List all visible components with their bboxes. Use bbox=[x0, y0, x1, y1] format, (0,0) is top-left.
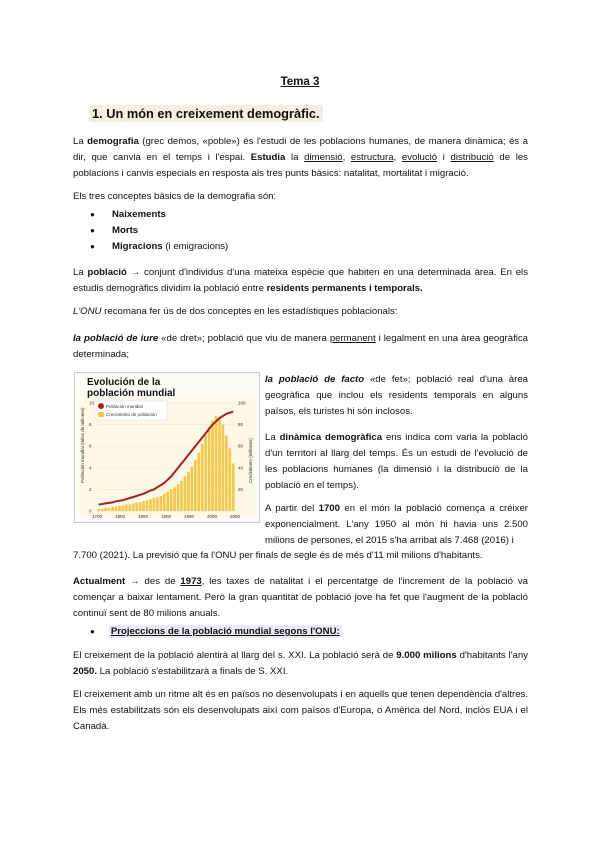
chart-bar bbox=[215, 416, 218, 511]
page-title: Tema 3 bbox=[280, 76, 320, 88]
chart-y-right-tick-label: 20 bbox=[238, 486, 244, 492]
chart-bar bbox=[146, 500, 149, 511]
chart-bar bbox=[187, 472, 190, 511]
legend-line-marker bbox=[98, 403, 104, 409]
chart-bar bbox=[135, 502, 138, 511]
chart-bar bbox=[128, 505, 131, 511]
chart-bar bbox=[115, 507, 118, 511]
paragraph-demografia: La demografia (grec demos, «poble») és l'estudi de les poblacions humanes, de manera dinàmica; és a dir, que canvia en el temps i l'espai. Estudia la dimensió, estructura, evolució i distribució de les poblacions i canvis especials en resposta als tres punts bàsics: natalitat, mortalitat i migració. bbox=[73, 136, 528, 179]
chart-y-left-tick-label: 4 bbox=[89, 465, 92, 471]
chart-bar bbox=[132, 503, 135, 511]
chart-title-line1: Evolución de la bbox=[87, 377, 161, 388]
chart-bar bbox=[184, 476, 187, 511]
chart-y-left-tick-label: 8 bbox=[89, 422, 92, 428]
chart-bar bbox=[122, 506, 125, 511]
projections-bullet bbox=[90, 626, 342, 637]
chart-y-left-tick-label: 6 bbox=[89, 443, 92, 449]
chart-bar bbox=[101, 509, 104, 511]
chart-bar bbox=[225, 435, 228, 511]
chart-y-right-label: Crecimiento (millones) bbox=[248, 438, 253, 483]
chart-bar bbox=[222, 425, 225, 511]
chart-bar bbox=[139, 502, 142, 511]
chart-bar bbox=[160, 496, 163, 511]
chart-legend bbox=[95, 401, 167, 420]
chart-bar bbox=[201, 444, 204, 511]
chart-bar bbox=[125, 505, 128, 511]
concepts-list bbox=[90, 207, 228, 255]
chart-y-right-tick-label: 40 bbox=[238, 465, 244, 471]
legend-label-population: Población mundial bbox=[106, 404, 143, 409]
chart-bar bbox=[208, 427, 211, 511]
population-chart-svg bbox=[75, 373, 259, 522]
paragraph-conceptes: Els tres conceptes bàsics de la demografia són: bbox=[73, 191, 277, 202]
chart-x-tick-label: 1700 bbox=[92, 514, 103, 519]
paragraph-facto: la població de facto «de fet»; població real d'una àrea geogràfica que inclou els residents temporals en alguns països, els turistes hi són inclosos. bbox=[265, 374, 528, 417]
chart-y-left-label: Población mundial (miles de millones) bbox=[80, 407, 85, 483]
projections-heading: Projeccions de la població mundial segons l'ONU: bbox=[110, 626, 340, 637]
chart-y-left-tick-label: 0 bbox=[89, 508, 92, 514]
chart-bar bbox=[177, 484, 180, 511]
bullet-dot: ● bbox=[90, 627, 95, 636]
chart-bar bbox=[142, 501, 145, 511]
chart-bar bbox=[204, 435, 207, 511]
paragraph-onu: L'ONU recomana fer ús de dos conceptes en les estadístiques poblacionals: bbox=[73, 306, 398, 317]
chart-bar bbox=[218, 418, 221, 511]
paragraph-ritme: El creixement amb un ritme alt és en països no desenvolupats i en aquells que tenen dependència d'altres. Els més estabilitzats són els desenvolupats així com països d'Europa, o Amèrica del Nord, inclòs EUA i el Canadà. bbox=[73, 689, 528, 732]
population-chart bbox=[74, 372, 260, 523]
chart-bar bbox=[180, 481, 183, 511]
chart-bar bbox=[153, 498, 156, 511]
chart-bar bbox=[173, 487, 176, 511]
list-item: ● Migracions (i emigracions) bbox=[90, 239, 228, 255]
chart-title-line2: población mundial bbox=[87, 388, 176, 399]
chart-bar bbox=[149, 499, 152, 511]
chart-bar bbox=[108, 508, 111, 511]
chart-y-right-tick-label: 100 bbox=[238, 400, 246, 406]
paragraph-iure: la població de iure «de dret»; població que viu de manera permanent i legalment en una àrea geogràfica determinada; bbox=[73, 333, 528, 360]
chart-bar bbox=[229, 448, 232, 511]
chart-bar bbox=[163, 494, 166, 511]
chart-bar bbox=[166, 492, 169, 511]
paragraph-1700-cont: 7.700 (2021). La previsió que fa l'ONU per finals de segle és de més d'11 mil milions d'habitants. bbox=[73, 550, 483, 561]
paragraph-poblacio: La població → conjunt d'individus d'una mateixa espècie que habiten en una determinada àrea. En els estudis demogràfics dividim la població entre residents permanents i temporals. bbox=[73, 267, 528, 294]
chart-x-tick-label: 1850 bbox=[138, 514, 149, 519]
paragraph-projeccions: El creixement de la població alentirà al llarg del s. XXI. La població serà de 9.000 milions d'habitants l'any 2050. La població s'estabilitzarà a finals de S. XXI. bbox=[73, 650, 528, 677]
chart-y-right-tick-label: 60 bbox=[238, 443, 244, 449]
chart-bar bbox=[118, 506, 121, 511]
chart-x-tick-label: 1800 bbox=[115, 514, 126, 519]
section-heading: 1. Un món en creixement demogràfic. bbox=[89, 105, 323, 122]
chart-x-tick-label: 2000 bbox=[207, 514, 218, 519]
chart-y-left-tick-label: 10 bbox=[89, 400, 95, 406]
chart-bar bbox=[211, 420, 214, 511]
paragraph-dinamica: La dinàmica demogràfica ens indica com varia la població d'un territori al llarg del temps. És un estudi de l'evolució de les poblacions humanes (la dimensió i la distribució de la població en el temps). bbox=[265, 432, 528, 491]
paragraph-actualment: Actualment → des de 1973, les taxes de natalitat i el percentatge de l'increment de la població va començar a baixar lentament. Però la gran quantitat de població jove ha fet que l'augment de la població continuï sent de 80 milions anuals. bbox=[73, 576, 528, 619]
chart-x-tick-label: 1900 bbox=[161, 514, 172, 519]
chart-x-tick-label: 1950 bbox=[184, 514, 195, 519]
chart-y-right-tick-label: 80 bbox=[238, 422, 244, 428]
list-item: ● Morts bbox=[90, 223, 228, 239]
chart-bar bbox=[170, 489, 173, 511]
legend-bar-marker bbox=[98, 412, 104, 417]
chart-bar bbox=[104, 508, 107, 511]
chart-bar bbox=[197, 453, 200, 511]
list-item: ● Naixements bbox=[90, 207, 228, 223]
chart-bar bbox=[191, 467, 194, 511]
chart-y-left-tick-label: 2 bbox=[89, 486, 92, 492]
chart-bar bbox=[232, 463, 235, 511]
paragraph-1700: A partir del 1700 en el món la població comença a créixer exponencialment. L'any 1950 al món hi havia uns 2.500 milions de persones, el 2015 s'ha arribat als 7.468 (2016) i bbox=[265, 503, 528, 546]
chart-bar bbox=[111, 507, 114, 511]
chart-bar bbox=[194, 460, 197, 511]
chart-bar bbox=[97, 509, 100, 511]
chart-x-tick-label: 2050 bbox=[230, 514, 241, 519]
legend-label-growth: Crecimiento de población bbox=[106, 412, 157, 417]
chart-bar bbox=[156, 497, 159, 511]
